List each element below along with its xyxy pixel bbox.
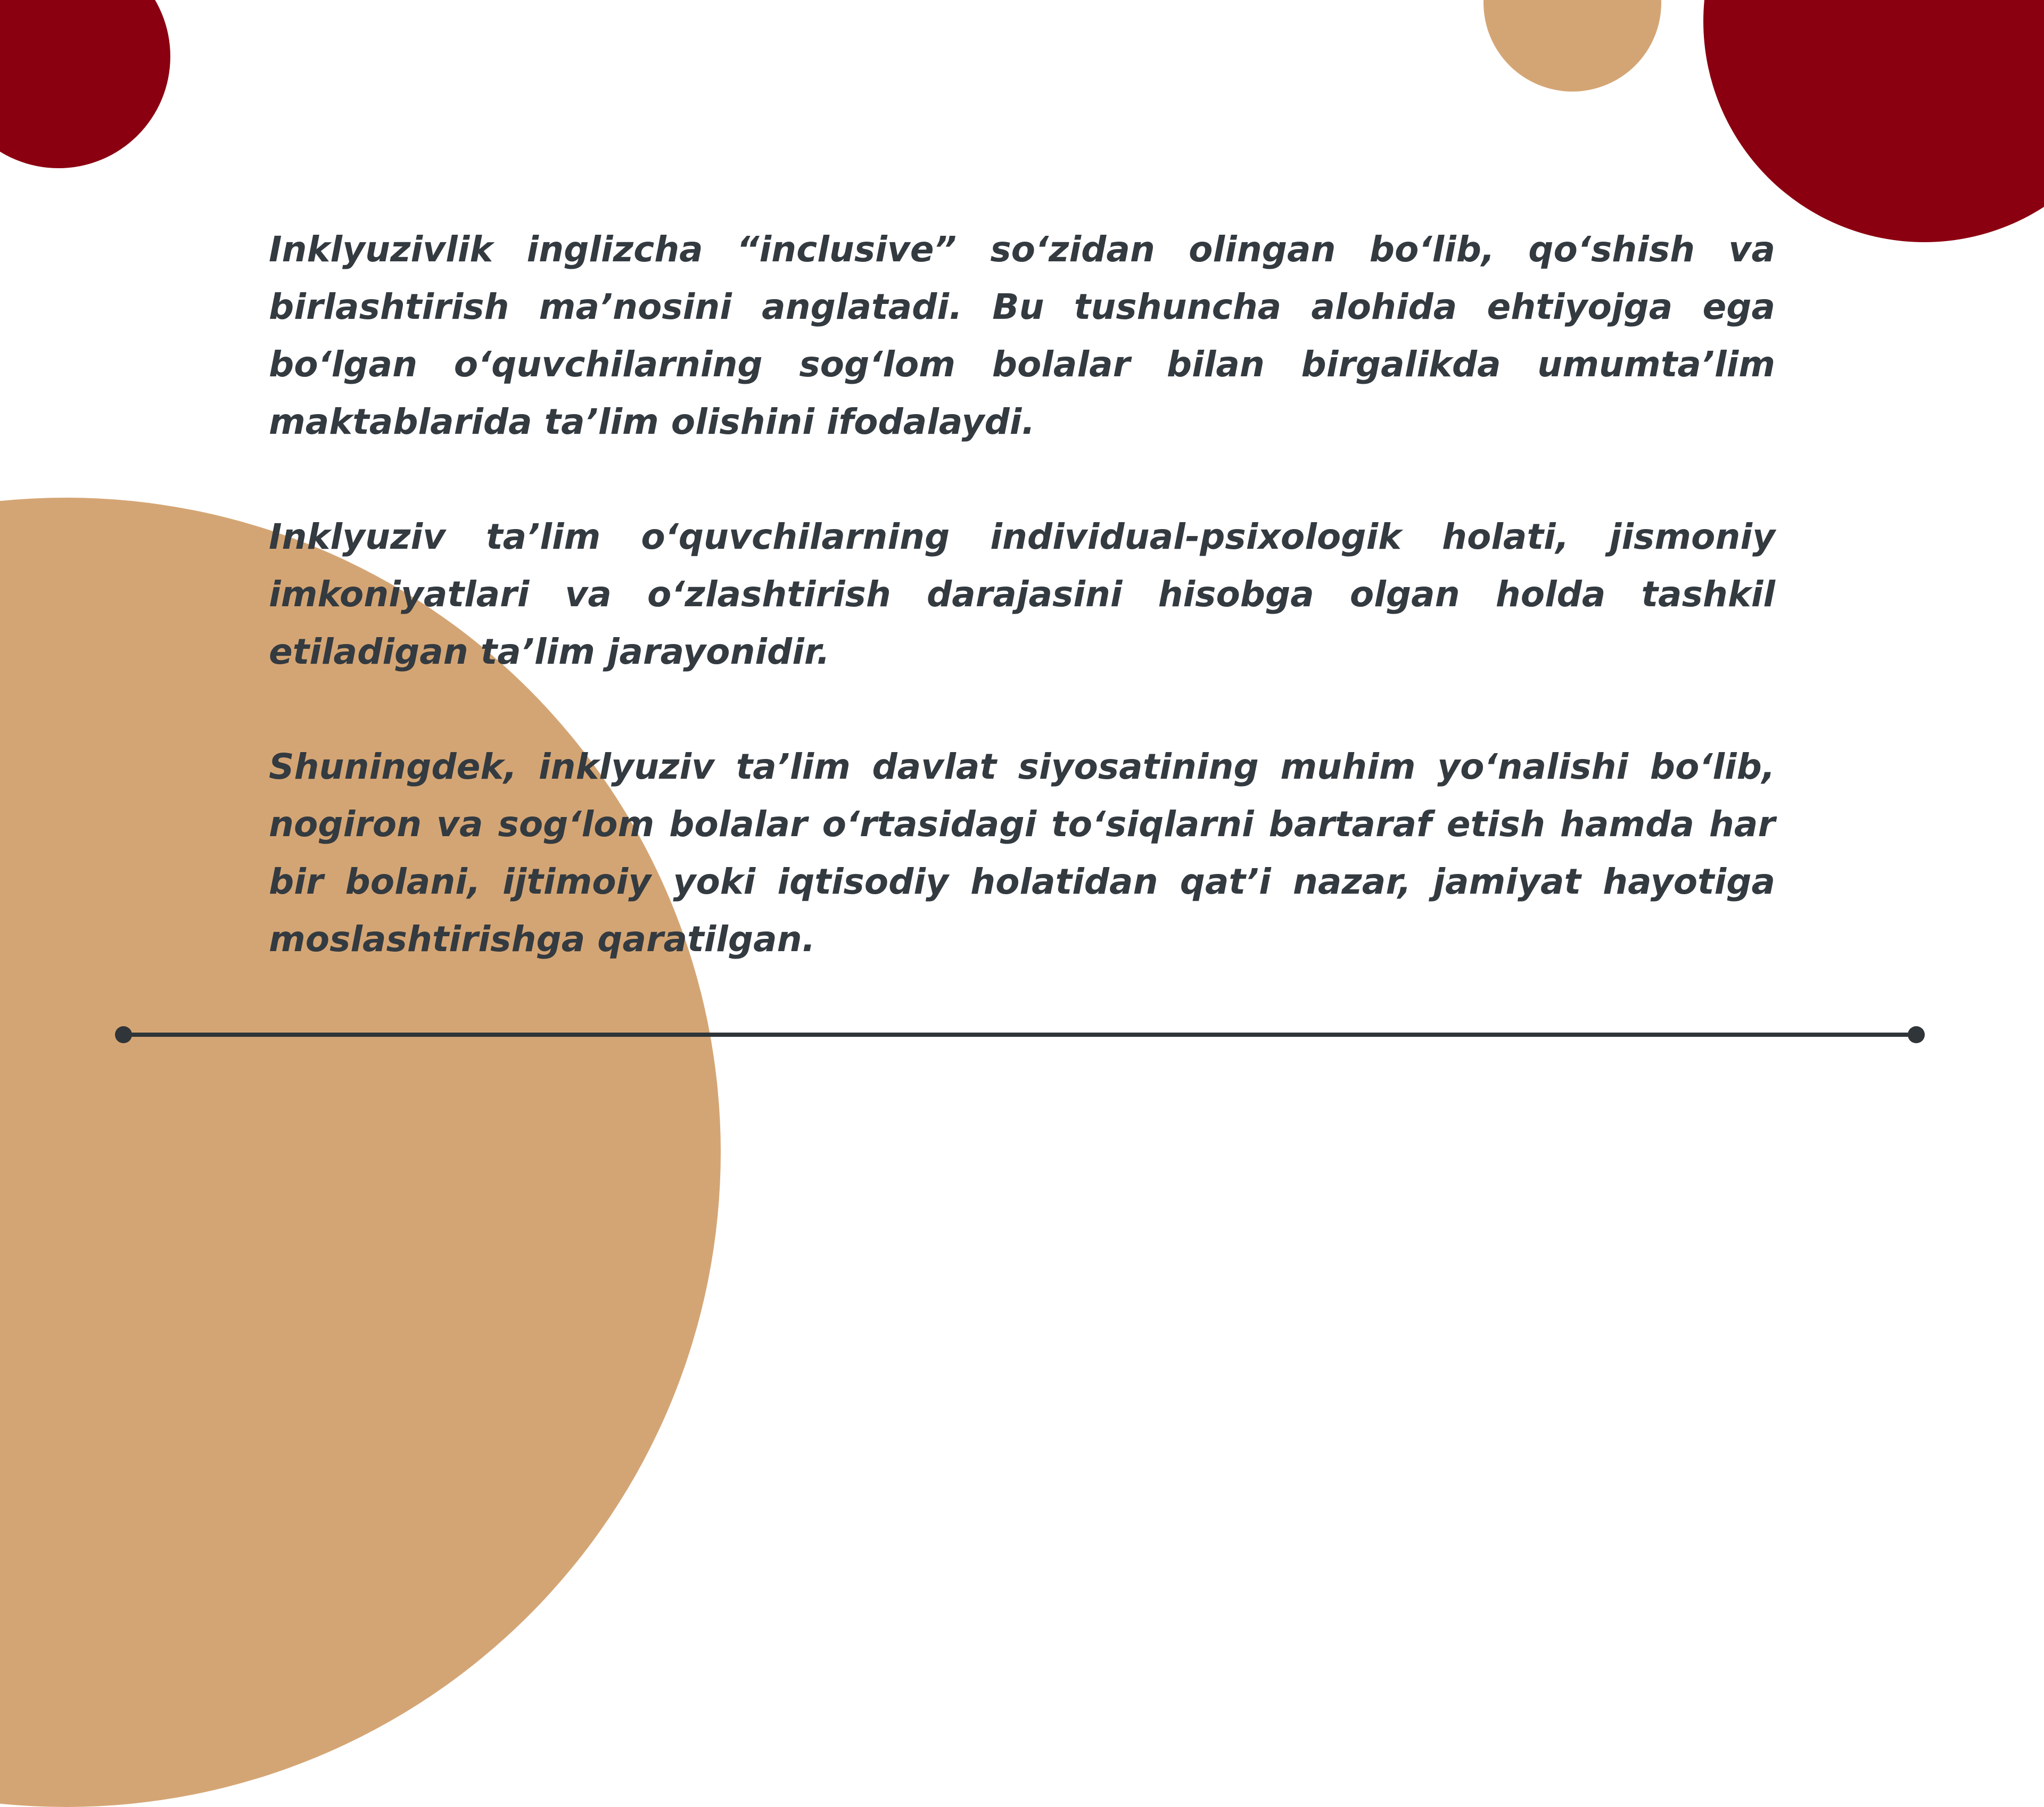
paragraph-policy: Shuningdek, inklyuziv ta’lim davlat siyosatining muhim yo‘nalishi bo‘lib, nogiron va sog‘lom bolalar o‘rtasidagi to‘siqlarni bartaraf etish hamda har bir bolani, ijtimoiy yoki iqtisodiy holatidan qat’i nazar, jamiyat hayotiga moslashtirishga qaratilgan. xyxy=(269,746,1775,960)
decorative-circle-red-large xyxy=(1703,0,2044,242)
horizontal-rule xyxy=(123,1033,1916,1037)
decorative-circle-tan-small xyxy=(1483,0,1661,92)
rule-endpoint-right xyxy=(1908,1026,1925,1043)
body-text xyxy=(269,221,1775,968)
paragraph-definition: Inklyuzivlik inglizcha “inclusive” so‘zidan olingan bo‘lib, qo‘shish va birlashtirish ma’nosini anglatadi. Bu tushuncha alohida ehtiyojga ega bo‘lgan o‘quvchilarning sog‘lom bolalar bilan birgalikda umumta’lim maktablarida ta’lim olishini ifodalaydi. xyxy=(269,229,1775,442)
paragraph-process: Inklyuziv ta’lim o‘quvchilarning individual-psixologik holati, jismoniy imkoniyatlari va o‘zlashtirish darajasini hisobga olgan holda tashkil etiladigan ta’lim jarayonidir. xyxy=(269,516,1775,672)
rule-endpoint-left xyxy=(115,1026,132,1043)
decorative-circle-red-small xyxy=(0,0,170,168)
